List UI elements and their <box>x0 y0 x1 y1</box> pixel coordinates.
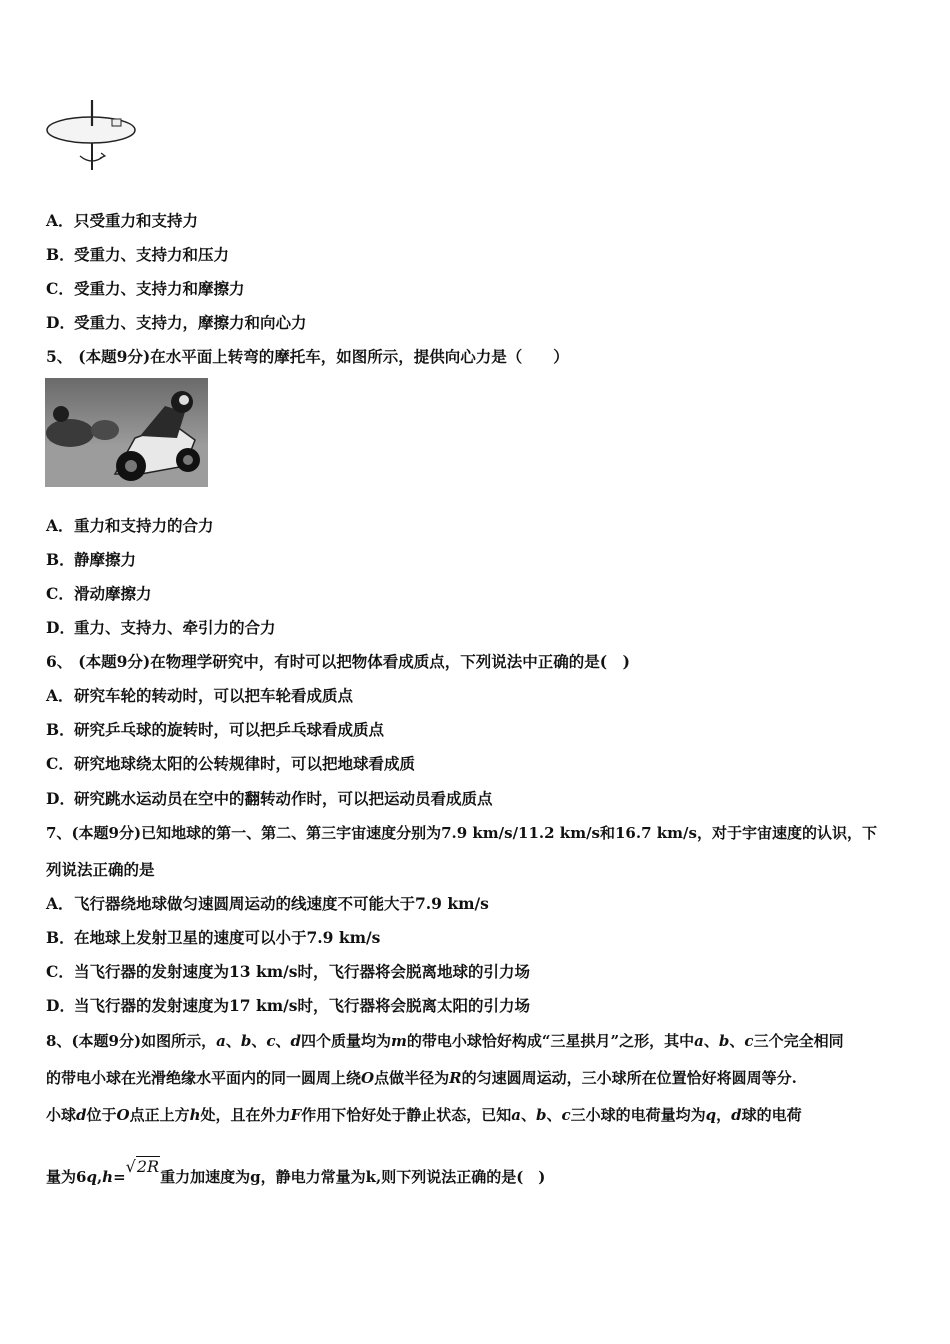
q5-option-b: B．静摩擦力 <box>46 550 137 569</box>
q8-stem-line3: 小球d位于O点正上方h处，且在外力F作用下恰好处于静止状态，已知a、b、c三小球的电荷量均为q，d球的电荷 <box>46 1106 802 1124</box>
q8-stem-line1: 8、(本题9分)如图所示，a、b、c、d四个质量均为m的带电小球恰好构成“三星拱月”之形，其中a、b、c三个完全相同 <box>46 1032 844 1050</box>
q4-option-c: C．受重力、支持力和摩擦力 <box>46 279 245 298</box>
sqrt-expression: √2R <box>125 1157 160 1176</box>
q7-option-c: C．当飞行器的发射速度为13 km/s时，飞行器将会脱离地球的引力场 <box>46 962 530 981</box>
q6-option-a: A．研究车轮的转动时，可以把车轮看成质点 <box>46 686 354 705</box>
motorcycle-photo <box>45 378 208 487</box>
q5-option-a: A．重力和支持力的合力 <box>46 516 214 535</box>
q8-stem-line4: 量为6q,h=√2R重力加速度为g，静电力常量为k,则下列说法正确的是( ) <box>46 1157 546 1186</box>
q7-option-b: B．在地球上发射卫星的速度可以小于7.9 km/s <box>46 928 381 947</box>
q4-option-a: A．只受重力和支持力 <box>46 211 199 230</box>
q6-option-d: D．研究跳水运动员在空中的翻转动作时，可以把运动员看成质点 <box>46 789 493 808</box>
q7-stem-line2: 列说法正确的是 <box>46 860 155 879</box>
q7-stem-line1: 7、(本题9分)已知地球的第一、第二、第三宇宙速度分别为7.9 km/s/11.2 km/s和16.7 km/s，对于宇宙速度的认识，下 <box>46 824 877 842</box>
q5-option-c: C．滑动摩擦力 <box>46 584 152 603</box>
q6-stem: 6、 (本题9分)在物理学研究中，有时可以把物体看成质点，下列说法中正确的是( ) <box>46 652 630 671</box>
q7-option-d: D．当飞行器的发射速度为17 km/s时，飞行器将会脱离太阳的引力场 <box>46 996 530 1015</box>
q7-option-a: A．飞行器绕地球做匀速圆周运动的线速度不可能大于7.9 km/s <box>46 894 489 913</box>
q4-option-d: D．受重力、支持力，摩擦力和向心力 <box>46 313 307 332</box>
q5-option-d: D．重力、支持力、牵引力的合力 <box>46 618 276 637</box>
rotating-disk-figure <box>44 98 140 174</box>
q5-stem: 5、 (本题9分)在水平面上转弯的摩托车，如图所示，提供向心力是（ ） <box>46 347 569 366</box>
q6-option-b: B．研究乒乓球的旋转时，可以把乒乓球看成质点 <box>46 720 385 739</box>
q6-option-c: C．研究地球绕太阳的公转规律时，可以把地球看成质 <box>46 754 416 773</box>
q4-option-b: B．受重力、支持力和压力 <box>46 245 230 264</box>
q8-stem-line2: 的带电小球在光滑绝缘水平面内的同一圆周上绕O点做半径为R的匀速圆周运动，三小球所在位置恰好将圆周等分. <box>46 1069 797 1087</box>
